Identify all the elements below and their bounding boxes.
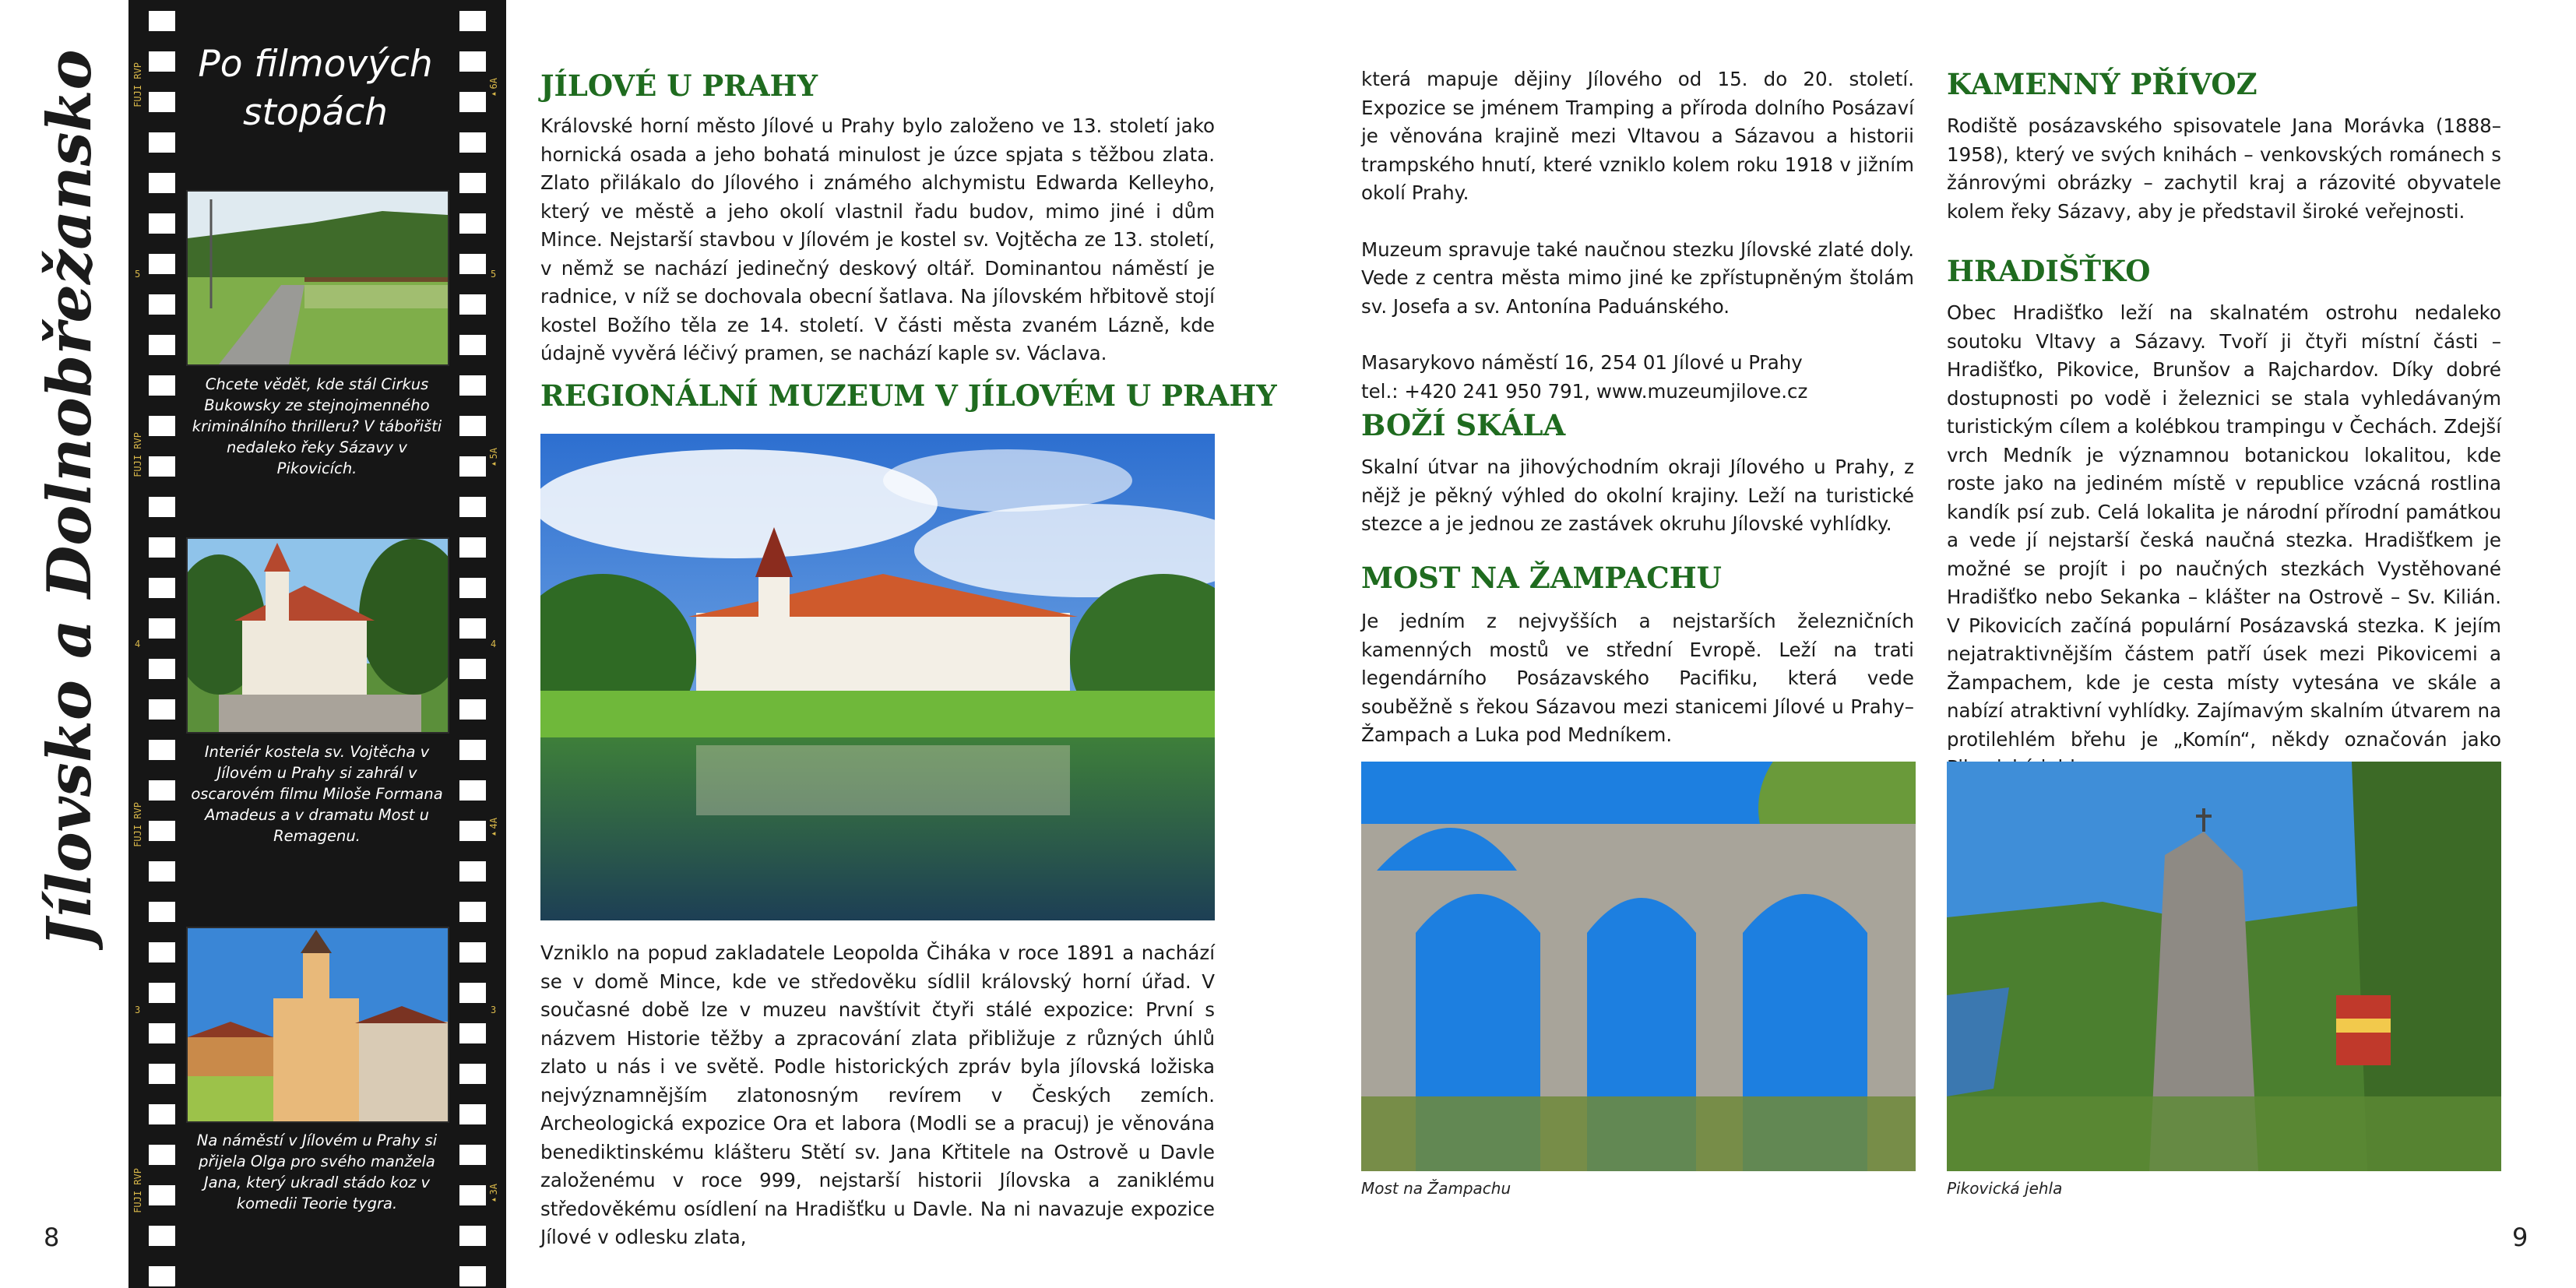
heading-jilove: JÍLOVÉ U PRAHY	[540, 69, 818, 103]
film-photo-road	[186, 190, 449, 366]
townhall-photo-image	[188, 928, 448, 1121]
film-edge-mark: 4	[135, 639, 141, 649]
museum-castle-image	[540, 434, 1215, 920]
photo-museum-castle	[540, 434, 1215, 920]
film-frame-mark: ▸5A	[488, 448, 499, 470]
film-photo-townhall	[186, 927, 449, 1123]
vertical-title: Jílovsko a Dolnobřežansko	[34, 49, 105, 948]
heading-kamenny-privoz: KAMENNÝ PŘÍVOZ	[1947, 67, 2258, 101]
text-most	[1361, 607, 1914, 750]
text-muzeum-continued	[1361, 65, 1914, 406]
film-frame-mark: ▸6A	[488, 78, 499, 100]
text-hradistko	[1947, 299, 2501, 783]
film-caption: Chcete vědět, kde stál Cirkus Bukowsky ze stejnojmenného kriminálního thrilleru? V tábořišti nedaleko řeky Sázavy v Pikovicích.	[192, 375, 442, 477]
film-strip-title-line1: Po filmových	[198, 43, 433, 86]
film-perforation-left	[149, 0, 175, 1288]
film-edge-mark: 4	[491, 639, 497, 649]
text-kamenny-privoz	[1947, 112, 2501, 226]
film-edge-mark: FUJI RVP	[132, 1168, 143, 1213]
film-frame-mark: ▸4A	[488, 818, 499, 840]
film-strip-title	[191, 40, 440, 137]
heading-hradistko: HRADIŠŤKO	[1947, 254, 2151, 288]
text-muzeum	[540, 939, 1215, 1252]
paragraph-most: Je jedním z nejvyšších a nejstarších železničních kamenných mostů ve střední Evropě. Leží na trati legendárního Posázavského Pacifiku, která vede souběžně s řekou Sázavou mezi stanicemi Jílové u Prahy–Žampach a Luka pod Medníkem.	[1361, 610, 1914, 746]
paragraph-bozi-skala: Skalní útvar na jihovýchodním okraji Jílového u Prahy, z nějž je pěkný výhled do okolní krajiny. Leží na turistické stezce a je jednou ze zastávek okruhu Jílovské vyhlídky.	[1361, 456, 1914, 535]
film-edge-mark: 5	[491, 269, 497, 280]
heading-muzeum: REGIONÁLNÍ MUZEUM V JÍLOVÉM U PRAHY	[540, 378, 1277, 413]
vertical-title-wrap	[16, 47, 125, 950]
film-caption: Na náměstí v Jílovém u Prahy si přijela Olga pro svého manžela Jana, který ukradl stádo koz v komedii Teorie tygra.	[196, 1131, 438, 1212]
photo-most-zampach	[1361, 762, 1916, 1171]
film-edge-mark: 3	[491, 1005, 497, 1015]
museum-contact: tel.: +420 241 950 791, www.muzeumjilove.cz	[1361, 379, 1808, 403]
film-strip	[128, 0, 506, 1288]
paragraph-muzeum-cont2: Muzeum spravuje také naučnou stezku Jílovské zlaté doly. Vede z centra města mimo jiné ke zpřístupněným štolám sv. Josefa a sv. Antonína Paduánského.	[1361, 238, 1914, 318]
film-edge-mark: FUJI RVP	[132, 62, 143, 107]
paragraph-hradistko: Obec Hradišťko leží na skalnatém ostrohu nedaleko soutoku Vltavy a Sázavy. Tvoří ji čtyři místní části – Hradišťko, Pikovice, Brunšov a Rajchardov. Díky dobré dostupnosti po vodě i železnici se stala vyhledávaným turistickým cílem a kolébkou trampingu v Čechách. Zdejší vrch Medník je významnou botanickou lokalitou, kde roste jako na jediném místě v republice vzácná rostlina kandík psí zub. Celá lokalita je národní přírodní památkou a vede jí nejstarší česká naučná stezka. Hradišťkem je možné se projít i po naučných stezkách Vystěhované Hradišťko nebo Sekanka – klášter na Ostrově – Sv. Kilián. V Pikovicích začíná populární Posázavská stezka. K jejím nejatraktivnějším částem patří úsek mezi Pikovicemi a Žampachem, kde je cesta místy vytesána ve skále a nabízí atraktivní vyhlídky. Zajímavým skalním útvarem na protilehlém břehu je „Komín“, někdy označován jako	[1947, 301, 2501, 751]
photo-pikovicka-jehla	[1947, 762, 2501, 1171]
text-jilove	[540, 112, 1215, 368]
film-frame-mark: ▸3A	[488, 1184, 499, 1206]
paragraph-jilove: Královské horní město Jílové u Prahy bylo založeno ve 13. století jako hornická osada a jeho bohatá minulost je úzce spjata s těžbou zlata. Zlato přilákalo do Jílového i známého alchymistu Edwarda Kelleyho, který ve městě a jeho okolí vlastnil řadu budov, mimo jiné i dům Mince. Nejstarší stavbou v Jílovém je kostel sv. Vojtěcha ze 13. století, v němž se nachází jedinečný deskový oltář. Dominantou náměstí je radnice, v níž se dochovala obecní šatlava. Na jílovském hřbitově stojí kostel Božího těla ze 14. století. V části města zvaném Lázně, kde údajně vyvěrá léčivý pramen, se nachází kaple sv. Václava.	[540, 114, 1215, 364]
road-photo-image	[188, 192, 448, 364]
church-photo-image	[188, 539, 448, 732]
text-bozi-skala	[1361, 453, 1914, 539]
page-number-right: 9	[2512, 1223, 2528, 1252]
paragraph-muzeum-cont1: která mapuje dějiny Jílového od 15. do 20. století. Expozice se jménem Tramping a příroda dolního Posázaví je věnována krajině mezi Vltavou a Sázavou a historii trampského hnutí, které vzniklo kolem roku 1918 v jižním okolí Prahy.	[1361, 68, 1914, 204]
rock-needle-image	[1947, 762, 2501, 1171]
viaduct-image	[1361, 762, 1916, 1171]
museum-address: Masarykovo náměstí 16, 254 01 Jílové u Prahy	[1361, 351, 1803, 374]
caption-most: Most na Žampachu	[1361, 1179, 1511, 1198]
film-caption: Interiér kostela sv. Vojtěcha v Jílovém u Prahy si zahrál v oscarovém filmu Miloše Formana Amadeus a v dramatu Most u Remagenu.	[191, 743, 443, 845]
paragraph-kamenny-privoz: Rodiště posázavského spisovatele Jana Morávka (1888–1958), který ve svých knihách – venkovských románech s žánrovými obrázky – zachytil kraj a rázovité obyvatele kolem řeky Sázavy, aby je představil široké veřejnosti.	[1947, 114, 2501, 223]
film-perforation-right	[459, 0, 486, 1288]
page-number-left: 8	[44, 1223, 60, 1252]
heading-bozi-skala: BOŽÍ SKÁLA	[1361, 408, 1566, 442]
film-strip-title-line2: stopách	[243, 91, 388, 134]
film-edge-mark: 5	[135, 269, 141, 280]
film-edge-mark: FUJI RVP	[132, 802, 143, 847]
film-edge-mark: 3	[135, 1005, 141, 1015]
caption-pikovicka-jehla: Pikovická jehla	[1947, 1179, 2063, 1198]
film-edge-mark: FUJI RVP	[132, 432, 143, 477]
film-photo-church	[186, 537, 449, 734]
paragraph-muzeum: Vzniklo na popud zakladatele Leopolda Čiháka v roce 1891 a nachází se v domě Mince, kde ve středověku sídlil královský horní úřad. V současné době lze v muzeu navštívit čtyři stálé expozice: První s názvem Historie těžby a zpracování zlata přibližuje z různých úhlů zlato u nás i ve světě. Podle historických zpráv byla jílovská ložiska nejvýznamnějším zlatonosným revírem v Českých zemích. Archeologická expozice Ora et labora (Modli se a pracuj) je věnována benediktinskému klášteru Stětí sv. Jana Křtitele na Ostrově u Davle založenému v roce 999, nejstarší historii Jílovska a zaniklému středověkému osídlení na Hradišťku u Davle. Na ni navazuje expozice Jílové v odlesku zlata,	[540, 941, 1215, 1248]
heading-most: MOST NA ŽAMPACHU	[1361, 561, 1722, 595]
